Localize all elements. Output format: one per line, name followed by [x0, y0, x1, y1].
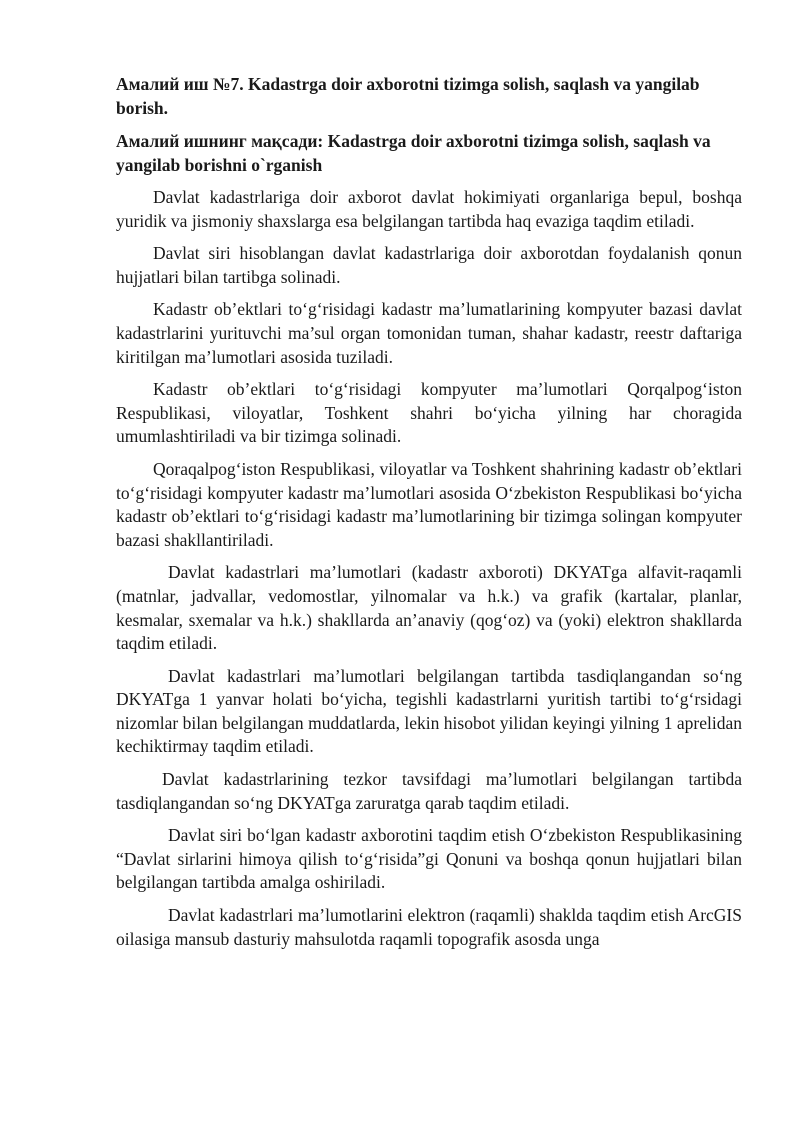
document-title: Амалий иш №7. Kadastrga doir axborotni tizimga solish, saqlash va yangilab borish. — [116, 74, 700, 118]
paragraph-9: Davlat siri bo‘lgan kadastr axborotini taqdim etish O‘zbekiston Respublikasining “Davlat sirlarini himoya qilish to‘g‘risida”gi Qonuni va boshqa qonun hujjatlari bilan belgilangan tartibda amalga oshiriladi. — [116, 825, 742, 893]
work-objective-heading: Амалий ишнинг мақсади: Kadastrga doir axborotni tizimga solish, saqlash va yangilab borishni o`rganish — [116, 131, 711, 175]
document-page — [116, 72, 742, 951]
paragraph-2: Davlat siri hisoblangan davlat kadastrlariga doir axborotdan foydalanish qonun hujjatlari bilan tartibga solinadi. — [116, 243, 742, 287]
paragraph-7: Davlat kadastrlari ma’lumotlari belgilangan tartibda tasdiqlangandan so‘ng DKYATga 1 yanvar holati bo‘yicha, tegishli kadastrlarni yuritish tartibi to‘g‘rsidagi nizomlar bilan belgilangan muddatlarda, lekin hisobot yilidan keyingi yilning 1 aprelidan kechiktirmay taqdim etiladi. — [116, 665, 742, 757]
paragraph-3: Kadastr ob’ektlari to‘g‘risidagi kadastr ma’lumatlarining kompyuter bazasi davlat kadastrlarini yurituvchi ma’sul organ tomonidan tuman, shahar kadastr, reestr daftariga kiritilgan ma’lumotlari asosida tuziladi. — [116, 299, 742, 367]
paragraph-5: Qoraqalpog‘iston Respublikasi, viloyatlar va Toshkent shahrining kadastr ob’ektlari to‘g‘risidagi kompyuter kadastr ma’lumotlari asosida O‘zbekiston Respublikasi bo‘yicha kadastr ob’ektlari to‘g‘risidagi kadastr ma’lumotlarining bir tizimga solingan kompyuter bazasi shakllantiriladi. — [116, 458, 742, 550]
paragraph-8: Davlat kadastrlarining tezkor tavsifdagi ma’lumotlari belgilangan tartibda tasdiqlangandan so‘ng DKYATga zaruratga qarab taqdim etiladi. — [116, 769, 742, 813]
paragraph-10: Davlat kadastrlari ma’lumotlarini elektron (raqamli) shaklda taqdim etish ArcGIS oilasiga mansub dasturiy mahsulotda raqamli topografik asosda unga — [116, 905, 742, 949]
paragraph-6: Davlat kadastrlari ma’lumotlari (kadastr axboroti) DKYATga alfavit-raqamli (matnlar, jadvallar, vedomostlar, yilnomalar va h.k.) va grafik (kartalar, planlar, kesmalar, sxemalar va h.k.) shakllarda an’anaviy (qog‘oz) va (yoki) elektron shakllarda taqdim etiladi. — [116, 562, 742, 654]
paragraph-1: Davlat kadastrlariga doir axborot davlat hokimiyati organlariga bepul, boshqa yuridik va jismoniy shaxslarga esa belgilangan tartibda haq evaziga taqdim etiladi. — [116, 187, 742, 231]
paragraph-4: Kadastr ob’ektlari to‘g‘risidagi kompyuter ma’lumotlari Qorqalpog‘iston Respublikasi, viloyatlar, Toshkent shahri bo‘yicha yilning har choragida umumlashtiriladi va bir tizimga solinadi. — [116, 379, 742, 447]
